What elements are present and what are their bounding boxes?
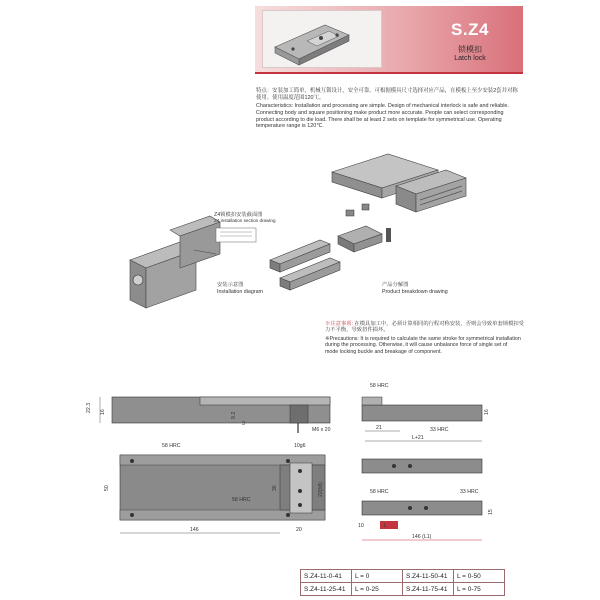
precautions-cn bbox=[325, 321, 525, 334]
product-name-cn: 锁模扣 bbox=[458, 45, 482, 54]
table-cell: S.Z4-11-75-41 bbox=[403, 583, 454, 596]
dim-label: 22(h8) bbox=[318, 482, 324, 497]
installation-diagram bbox=[130, 216, 220, 308]
side-view-drawing bbox=[86, 397, 331, 433]
technical-drawing bbox=[80, 375, 520, 560]
table-cell: L = 0-25 bbox=[352, 583, 403, 596]
precautions-text-en: ※Precautions: It is required to calculate the same stroke for symmetrical installation during the processing. Otherwise, it will cause unbalance force of single set of mode locking buckle and breakage of component. bbox=[325, 336, 521, 355]
dim-label: 15 bbox=[488, 509, 494, 515]
table-cell: L = 0-50 bbox=[454, 570, 505, 583]
dim-label: 10g6 bbox=[294, 443, 306, 449]
pin-part bbox=[362, 204, 369, 210]
dim-label: L+21 bbox=[412, 435, 424, 441]
stroke-length-marker bbox=[380, 521, 398, 529]
screw-part bbox=[386, 228, 391, 242]
precautions-text-cn: 在模具加工中，必须计算相同的行程对称安装，否则会导致单套锁模扣受力不平衡，导致扭件损坏。 bbox=[325, 321, 524, 334]
bar-top-view-drawing bbox=[358, 459, 494, 540]
hrc-label: 33 HRC bbox=[460, 489, 479, 495]
table-cell: S.Z4-11-0-41 bbox=[301, 570, 352, 583]
hrc-label: 58 HRC bbox=[370, 383, 389, 389]
product-illustration bbox=[120, 150, 480, 310]
dim-label: 36 bbox=[272, 485, 278, 491]
table-cell: L = 0-75 bbox=[454, 583, 505, 596]
section-label-cn: Z4锁模扣安装截面图 bbox=[214, 212, 263, 218]
section-label-en: Z4 installation section drawing bbox=[214, 218, 276, 223]
product-name-en: Latch lock bbox=[454, 55, 486, 62]
table-row bbox=[301, 570, 505, 583]
precautions-title: ※注意事项: bbox=[325, 321, 353, 327]
dim-label: 146 (L1) bbox=[412, 534, 432, 540]
table-cell: S.Z4-11-25-41 bbox=[301, 583, 352, 596]
dim-label: 146 bbox=[190, 527, 199, 533]
dim-label: 9.2 bbox=[231, 411, 237, 419]
features-cn-text: 特点：安装加工简单，机械互锁设计，安全可靠。可根据模具尺寸选择对应产品，在模板上至少安装2套并对称使用。使用温度范围120℃。 bbox=[256, 88, 518, 101]
side-view-right-drawing bbox=[362, 383, 490, 441]
dim-label: 16 bbox=[100, 409, 106, 415]
hrc-label: 33 HRC bbox=[430, 427, 449, 433]
table-cell: L = 0 bbox=[352, 570, 403, 583]
dim-label: 10 bbox=[358, 523, 364, 529]
top-view-drawing bbox=[104, 443, 325, 533]
product-thumbnail-image bbox=[262, 10, 382, 68]
dim-label: 20 bbox=[296, 527, 302, 533]
dim-label: 50 bbox=[104, 485, 110, 491]
install-caption-cn: 安装示意图 bbox=[217, 282, 244, 288]
breakdown-caption-en: Product breakdown drawing bbox=[382, 289, 448, 295]
lock-body-part bbox=[338, 226, 391, 252]
model-table bbox=[300, 569, 505, 596]
dim-label: 22.3 bbox=[86, 402, 92, 413]
table-cell: S.Z4-11-50-41 bbox=[403, 570, 454, 583]
breakdown-caption-cn: 产品分解图 bbox=[382, 282, 409, 288]
product-code: S.Z4 bbox=[451, 20, 489, 39]
characteristics-text: Characteristics: Installation and processing are simple. Design of mechanical interlock is safe and reliable. Connecting body and square positioning make product more accurate. People can select corresponding product according to die load. There shall be at least 2 sets on template for symmetrical use. Operating temperature range is 120℃. bbox=[256, 103, 509, 130]
table-row bbox=[301, 583, 505, 596]
pin-part bbox=[346, 210, 354, 216]
dim-label: 21 bbox=[376, 425, 382, 431]
dim-label: 16 bbox=[484, 409, 490, 415]
dim-label: L bbox=[384, 523, 387, 529]
install-caption-en: Installation diagram bbox=[217, 289, 263, 295]
hrc-label: 58 HRC bbox=[232, 497, 251, 503]
hrc-label: 58 HRC bbox=[162, 443, 181, 449]
section-drawing-thumbnail bbox=[216, 228, 256, 242]
screw-label: M6 x 20 bbox=[312, 427, 331, 433]
hrc-label: 58 HRC bbox=[370, 489, 389, 495]
dim-label: 3 bbox=[242, 421, 245, 427]
